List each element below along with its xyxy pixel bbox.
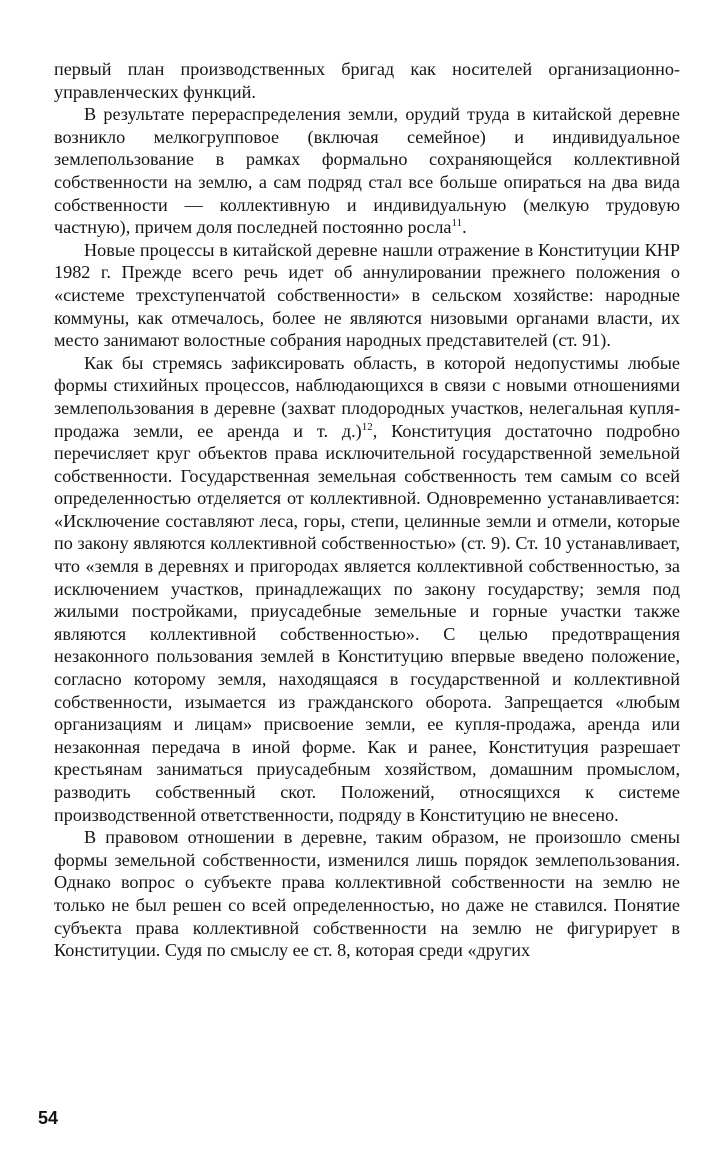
paragraph-5: В правовом отношении в деревне, таким образом, не произошло смены формы земельной собственности, изменился лишь порядок землепользования. Однако вопрос о субъекте права коллективной собственности на землю не только не был решен со всей определенностью, но даже не ставился. Понятие субъекта права коллективной собственности на землю не фигурирует в Конституции. Судя по смыслу ее ст. 8, которая среди «других bbox=[54, 827, 680, 961]
paragraph-2: В результате перераспределения земли, орудий труда в китайской деревне возникло мелкогрупповое (включая семейное) и индивидуальное землепользование в рамках формально сохраняющейся коллективной собственности на землю, а сам подряд стал все больше опираться на два вида собственности — коллективную и индивидуальную (мелкую трудовую частную), причем доля последней постоянно росла$^{11}$. bbox=[54, 104, 680, 238]
paragraph-4: Как бы стремясь зафиксировать область, в которой недопустимы любые формы стихийных процессов, наблюдающихся в связи с новыми отношениями землепользования в деревне (захват плодородных участков, нелегальная купля-продажа земли, ее аренда и т. д.)$^{12}$, Конституция достаточно подробно перечисляет круг объектов права исключительной государственной земельной собственности. Государственная земельная собственность тем самым со всей определенностью отделяется от коллективной. Одновременно устанавливается: «Исключение составляют леса, горы, степи, целинные земли и отмели, которые по закону являются коллективной собственностью» (ст. 9). Ст. 10 устанавливает, что «земля в деревнях и пригородах является коллективной собственностью, за исключением участков, принадлежащих по закону государству; земля под жилыми постройками, приусадебные земельные и горные участки также являются коллективной собственностью». С целью предотвращения незаконного пользования землей в Конституцию впервые введено положение, согласно которому земля, находящаяся в государственной и коллективной собственности, изымается из гражданского оборота. Запрещается «любым организациям и лицам» присвоение земли, ее купля-продажа, аренда или незаконная передача в иной форме. Как и ранее, Конституция разрешает крестьянам заниматься приусадебным хозяйством, домашним промыслом, разводить собственный скот. Положений, относящихся к системе производственной ответственности, подряду в Конституцию не внесено. bbox=[54, 352, 680, 825]
footnote-ref-11: 11 bbox=[451, 217, 463, 230]
paragraph-1: первый план производственных бригад как носителей организационно-управленческих функций. bbox=[54, 59, 680, 102]
page-body bbox=[54, 58, 680, 962]
page-number: 54 bbox=[38, 1108, 59, 1128]
footnote-ref-12: 12 bbox=[361, 420, 373, 433]
paragraph-3: Новые процессы в китайской деревне нашли отражение в Конституции КНР 1982 г. Прежде всего речь идет об аннулировании прежнего положения о «системе трехступенчатой собственности» в сельском хозяйстве: народные коммуны, как отмечалось, более не являются низовыми органами власти, их место занимают волостные собрания народных представителей (ст. 91). bbox=[54, 239, 680, 351]
